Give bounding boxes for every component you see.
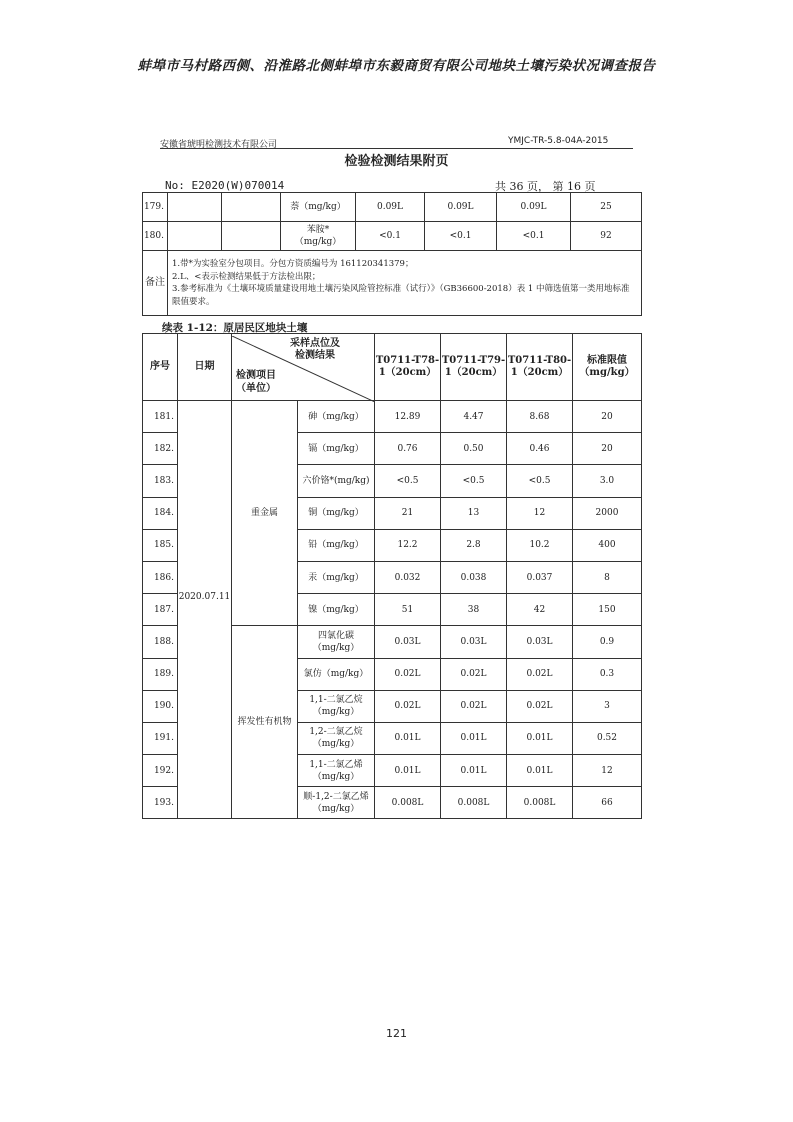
value-cell: 21	[375, 497, 441, 529]
row-number: 191.	[143, 722, 178, 754]
value-cell: 0.01L	[375, 722, 441, 754]
note-line: 3.参考标准为《土壤环境质量建设用地土壤污染风险管控标准（试行）》（GB36600-2018）表 1 中筛选值第一类用地标准限值要求。	[172, 284, 630, 307]
item-cell: 六价铬*(mg/kg)	[298, 465, 375, 497]
header-sample-3: T0711-T80- 1（20cm）	[507, 334, 573, 401]
group-heavy-metal: 重金属	[232, 401, 298, 626]
header-row	[143, 334, 642, 401]
value-cell: 0.46	[507, 433, 573, 465]
header-no: 序号	[143, 334, 178, 401]
row-number: 182.	[143, 433, 178, 465]
group-voc: 挥发性有机物	[232, 626, 298, 819]
notes-cell	[168, 251, 642, 316]
value-cell: 0.76	[375, 433, 441, 465]
value-cell: 0.09L	[497, 193, 571, 222]
header-date: 日期	[178, 334, 232, 401]
item-cell: 砷（mg/kg）	[298, 401, 375, 433]
value-cell: 0.03L	[507, 626, 573, 658]
value-cell: 0.02L	[375, 658, 441, 690]
row-number: 181.	[143, 401, 178, 433]
limit-cell: 12	[573, 755, 642, 787]
item-cell: 萘（mg/kg）	[281, 193, 356, 222]
date-cell	[168, 193, 222, 222]
item-cell: 镉（mg/kg）	[298, 433, 375, 465]
top-results-table	[142, 192, 642, 316]
value-cell: 4.47	[441, 401, 507, 433]
value-cell: 0.01L	[441, 755, 507, 787]
limit-cell: 8	[573, 561, 642, 593]
value-cell: 0.50	[441, 433, 507, 465]
limit-cell: 0.52	[573, 722, 642, 754]
group-cell	[222, 222, 281, 251]
item-cell: 1,2-二氯乙烷 （mg/kg）	[298, 722, 375, 754]
limit-cell: 0.9	[573, 626, 642, 658]
limit-cell: 2000	[573, 497, 642, 529]
page-info: 共 36 页， 第 16 页	[495, 180, 596, 193]
value-cell: 0.008L	[441, 787, 507, 819]
value-cell: 0.02L	[375, 690, 441, 722]
row-number: 180.	[143, 222, 168, 251]
document-code: YMJC-TR-5.8-04A-2015	[508, 136, 609, 146]
row-number: 183.	[143, 465, 178, 497]
item-cell: 镍（mg/kg）	[298, 594, 375, 626]
value-cell: 0.01L	[507, 755, 573, 787]
limit-cell: 25	[571, 193, 642, 222]
value-cell: 0.032	[375, 561, 441, 593]
header-sample-2: T0711-T79- 1（20cm）	[441, 334, 507, 401]
notes-label: 备注	[143, 251, 168, 316]
row-number: 184.	[143, 497, 178, 529]
header-diagonal-cell	[232, 334, 375, 401]
value-cell: 0.01L	[507, 722, 573, 754]
table-row	[143, 401, 642, 433]
value-cell: 0.01L	[375, 755, 441, 787]
date-cell: 2020.07.11	[178, 401, 232, 819]
value-cell: 0.02L	[507, 658, 573, 690]
value-cell: <0.1	[356, 222, 425, 251]
row-number: 179.	[143, 193, 168, 222]
row-number: 192.	[143, 755, 178, 787]
organization-name: 安徽省琥明检测技术有限公司	[160, 140, 278, 150]
header-sample-1: T0711-T78- 1（20cm）	[375, 334, 441, 401]
value-cell: <0.5	[441, 465, 507, 497]
item-cell: 氯仿（mg/kg）	[298, 658, 375, 690]
limit-cell: 400	[573, 529, 642, 561]
notes-row	[143, 251, 642, 316]
value-cell: 12.2	[375, 529, 441, 561]
value-cell: <0.5	[507, 465, 573, 497]
value-cell: 38	[441, 594, 507, 626]
row-number: 187.	[143, 594, 178, 626]
item-cell: 苯胺* （mg/kg）	[281, 222, 356, 251]
group-cell	[222, 193, 281, 222]
row-number: 189.	[143, 658, 178, 690]
limit-cell: 92	[571, 222, 642, 251]
value-cell: 12	[507, 497, 573, 529]
item-cell: 四氯化碳 （mg/kg）	[298, 626, 375, 658]
row-number: 185.	[143, 529, 178, 561]
value-cell: 0.037	[507, 561, 573, 593]
row-number: 186.	[143, 561, 178, 593]
page-number: 121	[386, 1027, 407, 1040]
value-cell: 2.8	[441, 529, 507, 561]
row-number: 193.	[143, 787, 178, 819]
value-cell: 42	[507, 594, 573, 626]
limit-cell: 66	[573, 787, 642, 819]
value-cell: 0.03L	[441, 626, 507, 658]
value-cell: 0.03L	[375, 626, 441, 658]
value-cell: 0.038	[441, 561, 507, 593]
value-cell: 0.02L	[441, 690, 507, 722]
limit-cell: 20	[573, 401, 642, 433]
note-line: 1.带*为实验室分包项目。分包方资质编号为 161120341379；	[172, 259, 414, 269]
item-cell: 汞（mg/kg）	[298, 561, 375, 593]
value-cell: <0.1	[497, 222, 571, 251]
limit-cell: 3.0	[573, 465, 642, 497]
table-row	[143, 193, 642, 222]
note-line: 2.L、<表示检测结果低于方法检出限；	[172, 271, 321, 282]
report-title: 蚌埠市马村路西侧、沿淮路北侧蚌埠市东毅商贸有限公司地块土壤污染状况调查报告	[137, 58, 656, 74]
value-cell: 0.02L	[507, 690, 573, 722]
value-cell: 13	[441, 497, 507, 529]
row-number: 190.	[143, 690, 178, 722]
limit-cell: 20	[573, 433, 642, 465]
main-results-table	[142, 333, 642, 819]
limit-cell: 150	[573, 594, 642, 626]
value-cell: 8.68	[507, 401, 573, 433]
sheet-title: 检验检测结果附页	[344, 154, 449, 169]
value-cell: <0.1	[425, 222, 497, 251]
row-number: 188.	[143, 626, 178, 658]
header-divider	[160, 148, 633, 149]
item-cell: 铅（mg/kg）	[298, 529, 375, 561]
value-cell: 10.2	[507, 529, 573, 561]
document-number: No: E2020(W)070014	[165, 179, 285, 192]
item-cell: 顺-1,2-二氯乙烯 （mg/kg）	[298, 787, 375, 819]
limit-cell: 0.3	[573, 658, 642, 690]
item-cell: 1,1-二氯乙烯 （mg/kg）	[298, 755, 375, 787]
value-cell: 0.008L	[375, 787, 441, 819]
item-cell: 1,1-二氯乙烷 （mg/kg）	[298, 690, 375, 722]
table-row	[143, 222, 642, 251]
header-limit: 标准限值 （mg/kg）	[573, 334, 642, 401]
value-cell: 0.01L	[441, 722, 507, 754]
value-cell: 0.09L	[356, 193, 425, 222]
item-cell: 铜（mg/kg）	[298, 497, 375, 529]
value-cell: <0.5	[375, 465, 441, 497]
value-cell: 12.89	[375, 401, 441, 433]
value-cell: 0.02L	[441, 658, 507, 690]
continued-table-title: 续表 1-12：原居民区地块土壤	[162, 322, 308, 334]
value-cell: 0.09L	[425, 193, 497, 222]
header-test-item: 检测项目 （单位）	[236, 370, 276, 394]
value-cell: 0.008L	[507, 787, 573, 819]
limit-cell: 3	[573, 690, 642, 722]
value-cell: 51	[375, 594, 441, 626]
header-sampling-point: 采样点位及 检测结果	[290, 338, 340, 361]
date-cell	[168, 222, 222, 251]
